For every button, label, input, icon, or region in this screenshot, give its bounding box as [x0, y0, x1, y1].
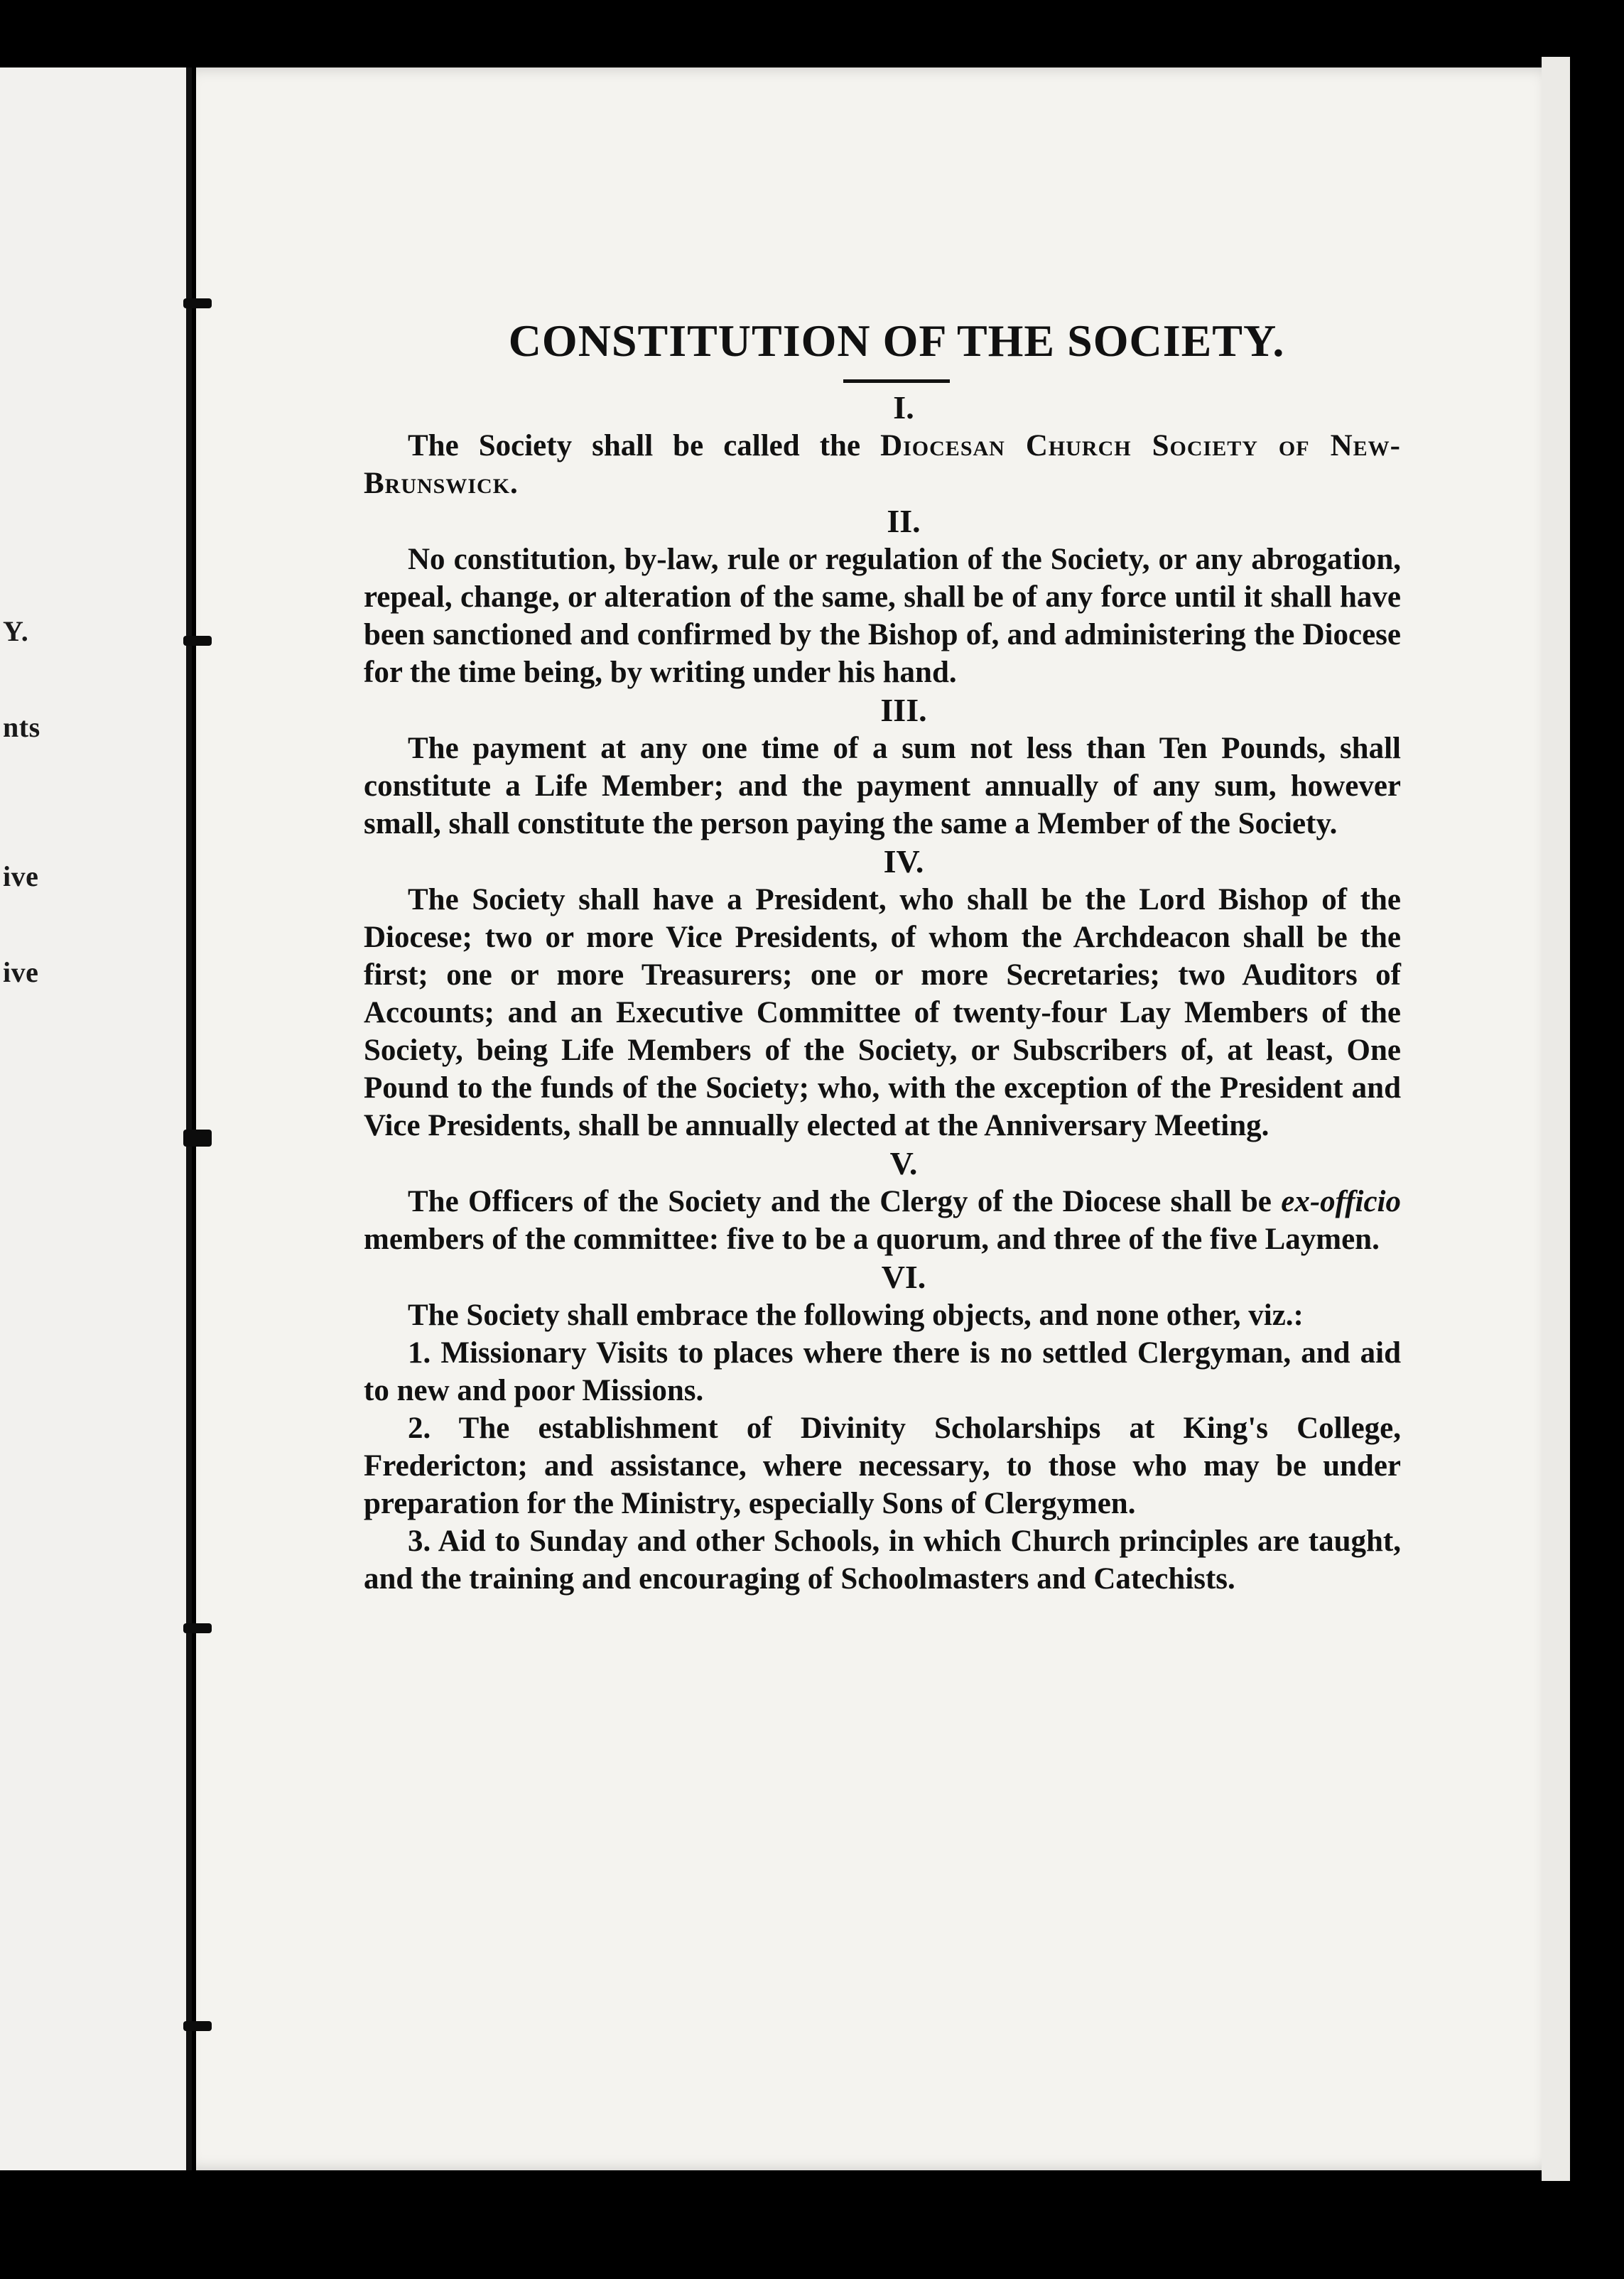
left-page-edge: [0, 67, 190, 2170]
article-text: [364, 1183, 1401, 1258]
binding-stitch: [183, 1623, 212, 1633]
emphasis-text: ex-officio: [1281, 1185, 1401, 1218]
article-numeral: I.: [893, 389, 914, 426]
article-text: The Society shall embrace the following objects, and none other, viz.:: [408, 1299, 1304, 1332]
page-edge: [1542, 57, 1570, 2181]
article-numeral: IV.: [883, 843, 924, 879]
list-item: 3. Aid to Sunday and other Schools, in which Church principles are taught, and the training and encouraging of Schoolmasters and Catechists.: [364, 1525, 1401, 1596]
constitution-text: [364, 313, 1401, 1598]
article-numeral: III.: [880, 692, 927, 728]
binding-stitch: [183, 636, 212, 646]
article-text: The Society shall have a President, who shall be the Lord Bishop of the Diocese; two or more Vice Presidents, of whom the Archdeacon shall be the first; one or more Treasurers; one or more Secretaries; two Auditors of Accounts; and an Executive Committee of twenty-four Lay Members of the Society, being Life Members of the Society, or Subscribers of, at least, One Pound to the funds of the Society; who, with the exception of the President and Vice Presidents, shall be annually elected at the Anniversary Meeting.: [364, 883, 1401, 1142]
page-title: CONSTITUTION OF THE SOCIETY.: [508, 315, 1285, 366]
article-numeral: VI.: [881, 1259, 926, 1295]
binding-stitch: [183, 2021, 212, 2031]
article-numeral: V.: [889, 1145, 918, 1181]
binding-stitch: [183, 298, 212, 308]
list-item: 2. The establishment of Divinity Scholarships at King's College, Fredericton; and assistance, where necessary, to those who may be under preparation for the Ministry, especially Sons of Clergymen.: [364, 1412, 1401, 1520]
article-numeral: II.: [887, 503, 921, 539]
article-text: The payment at any one time of a sum not less than Ten Pounds, shall constitute a Life Member; and the payment annually of any sum, however small, shall constitute the person paying the same a Member of the Society.: [364, 732, 1401, 840]
article-text-segment: members of the committee: five to be a quorum, and three of the five Laymen.: [364, 1223, 1380, 1256]
book-binding: [186, 67, 192, 2170]
article-text: No constitution, by-law, rule or regulation of the Society, or any abrogation, repeal, change, or alteration of the same, shall be of any force until it shall have been sanctioned and confirmed by the Bishop of, and administering the Diocese for the time being, by writing under his hand.: [364, 543, 1401, 689]
left-fragment: ive: [3, 860, 39, 892]
article-text-segment: The Society shall be called the: [408, 429, 881, 462]
list-item: 1. Missionary Visits to places where there is no settled Clergyman, and aid to new and poor Missions.: [364, 1336, 1401, 1407]
left-fragment: ive: [3, 956, 39, 988]
article-text: [364, 427, 1401, 502]
left-fragment: Y.: [3, 615, 29, 647]
society-name: Diocesan Church Society of New-Brunswick: [364, 429, 1401, 500]
title-rule: [843, 379, 950, 383]
left-fragment: nts: [3, 711, 40, 743]
article-text-segment: The Officers of the Society and the Clergy of the Diocese shall be: [408, 1185, 1282, 1218]
article-text-segment: .: [510, 467, 518, 500]
binding-stitch: [183, 1130, 212, 1147]
